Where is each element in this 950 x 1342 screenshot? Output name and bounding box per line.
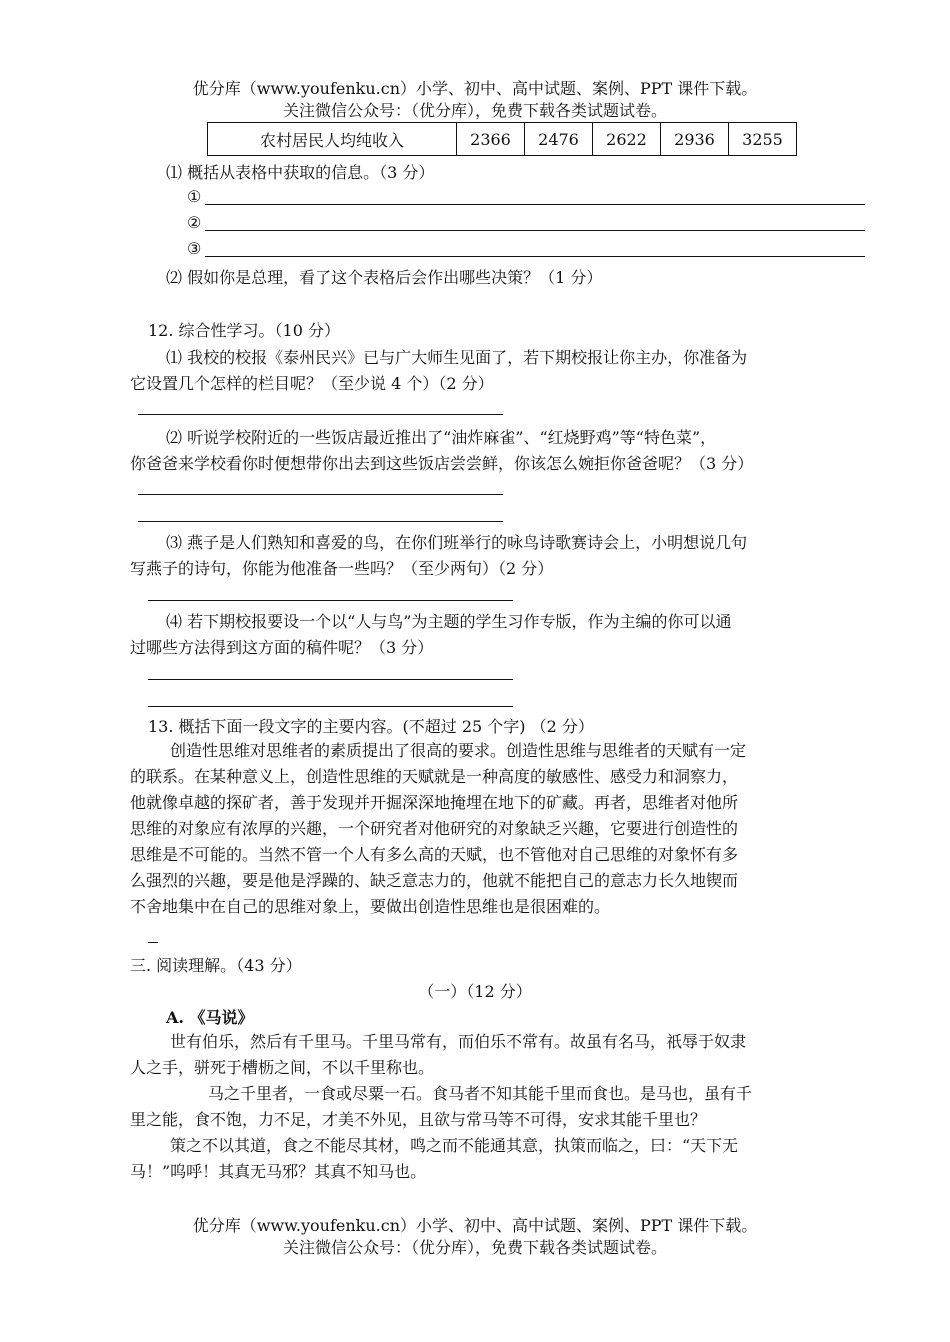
table-cell: 2622	[593, 123, 661, 156]
answer-line[interactable]	[205, 230, 865, 231]
article-line: 马！”呜呼！其真无马邪？其真不知马也。	[130, 1162, 427, 1181]
passage-line: 思维是不可能的。当然不管一个人有多么高的天赋，也不管他对自己思维的对象怀有多	[130, 845, 739, 864]
footer-line-1: 优分库（www.youfenku.cn）小学、初中、高中试题、案例、PPT 课件下载。	[192, 1216, 758, 1235]
table-cell: 3255	[729, 123, 797, 156]
answer-line[interactable]	[138, 521, 503, 522]
q12-p3-line2: 写燕子的诗句，你能为他准备一些吗？（至少两句）（2 分）	[130, 559, 554, 578]
section3-title: 三. 阅读理解。（43 分）	[130, 956, 302, 975]
section3-subtitle: （一）（12 分）	[418, 982, 532, 1001]
article-line: 策之不以其道，食之不能尽其材，鸣之而不能通其意，执策而临之，曰：“天下无	[170, 1136, 739, 1155]
article-title: A. 《马说》	[166, 1008, 254, 1027]
answer-line[interactable]	[148, 706, 513, 707]
table-cell: 2936	[661, 123, 729, 156]
q11-blank-label-3: ③	[187, 239, 202, 258]
article-line: 里之能，食不饱，力不足，才美不外见，且欲与常马等不可得，安求其能千里也？	[130, 1110, 707, 1129]
table-cell: 2366	[457, 123, 525, 156]
answer-line[interactable]	[148, 942, 158, 943]
q11-blank-label-1: ①	[187, 187, 202, 206]
passage-line: 么强烈的兴趣，要是他是浮躁的、缺乏意志力的，他就不能把自己的意志力长久地锲而	[130, 871, 739, 890]
q12-p4-line2: 过哪些方法得到这方面的稿件呢？（3 分）	[130, 638, 434, 657]
header-line-2: 关注微信公众号：（优分库），免费下载各类试题试卷。	[282, 101, 667, 120]
article-line: 人之手，骈死于槽枥之间，不以千里称也。	[130, 1058, 435, 1077]
answer-line[interactable]	[138, 494, 503, 495]
passage-line: 的联系。在某种意义上，创造性思维的天赋就是一种高度的敏感性、感受力和洞察力，	[130, 767, 739, 786]
answer-line[interactable]	[148, 600, 513, 601]
q12-p2-line1: ⑵ 听说学校附近的一些饭店最近推出了“油炸麻雀”、“红烧野鸡”等“特色菜”，	[166, 428, 717, 447]
q11-blank-label-2: ②	[187, 213, 202, 232]
q12-p3-line1: ⑶ 燕子是人们熟知和喜爱的鸟，在你们班举行的咏鸟诗歌赛诗会上，小明想说几句	[166, 533, 748, 552]
income-table	[207, 122, 797, 156]
article-line: 马之千里者，一食或尽粟一石。食马者不知其能千里而食也。是马也，虽有千	[208, 1084, 753, 1103]
table-row-label: 农村居民人均纯收入	[208, 123, 457, 156]
footer-line-2: 关注微信公众号：（优分库），免费下载各类试题试卷。	[282, 1238, 667, 1257]
answer-line[interactable]	[138, 414, 503, 415]
q13-passage	[130, 738, 875, 920]
passage-line: 创造性思维对思维者的素质提出了很高的要求。创造性思维与思维者的天赋有一定	[170, 741, 747, 760]
table-cell: 2476	[525, 123, 593, 156]
article-line: 世有伯乐，然后有千里马。千里马常有，而伯乐不常有。故虽有名马，祇辱于奴隶	[170, 1032, 747, 1051]
q12-p1-line1: ⑴ 我校的校报《泰州民兴》已与广大师生见面了，若下期校报让你主办，你准备为	[166, 348, 748, 367]
article-text	[130, 1029, 875, 1185]
passage-line: 他就像卓越的探矿者，善于发现并开掘深深地掩埋在地下的矿藏。再者，思维者对他所	[130, 793, 739, 812]
q11-part1: ⑴ 概括从表格中获取的信息。（3 分）	[166, 163, 435, 182]
header-line-1: 优分库（www.youfenku.cn）小学、初中、高中试题、案例、PPT 课件下载。	[192, 79, 758, 98]
q13-title: 13. 概括下面一段文字的主要内容。(不超过 25 个字) （2 分）	[148, 717, 594, 736]
passage-line: 不舍地集中在自己的思维对象上，要做出创造性思维也是很困难的。	[130, 897, 611, 916]
q12-p2-line2: 你爸爸来学校看你时便想带你出去到这些饭店尝尝鲜，你该怎么婉拒你爸爸呢？（3 分）	[130, 454, 754, 473]
answer-line[interactable]	[205, 204, 865, 205]
answer-line[interactable]	[205, 256, 865, 257]
q12-p4-line1: ⑷ 若下期校报要设一个以“人与鸟”为主题的学生习作专版，作为主编的你可以通	[166, 612, 732, 631]
table-row	[208, 123, 797, 156]
q11-part2: ⑵ 假如你是总理，看了这个表格后会作出哪些决策？（1 分）	[166, 268, 603, 287]
passage-line: 思维的对象应有浓厚的兴趣，一个研究者对他研究的对象缺乏兴趣，它要进行创造性的	[130, 819, 739, 838]
q12-title: 12. 综合性学习。（10 分）	[148, 321, 340, 340]
answer-line[interactable]	[148, 679, 513, 680]
q12-p1-line2: 它设置几个怎样的栏目呢？（至少说 4 个）（2 分）	[130, 374, 494, 393]
